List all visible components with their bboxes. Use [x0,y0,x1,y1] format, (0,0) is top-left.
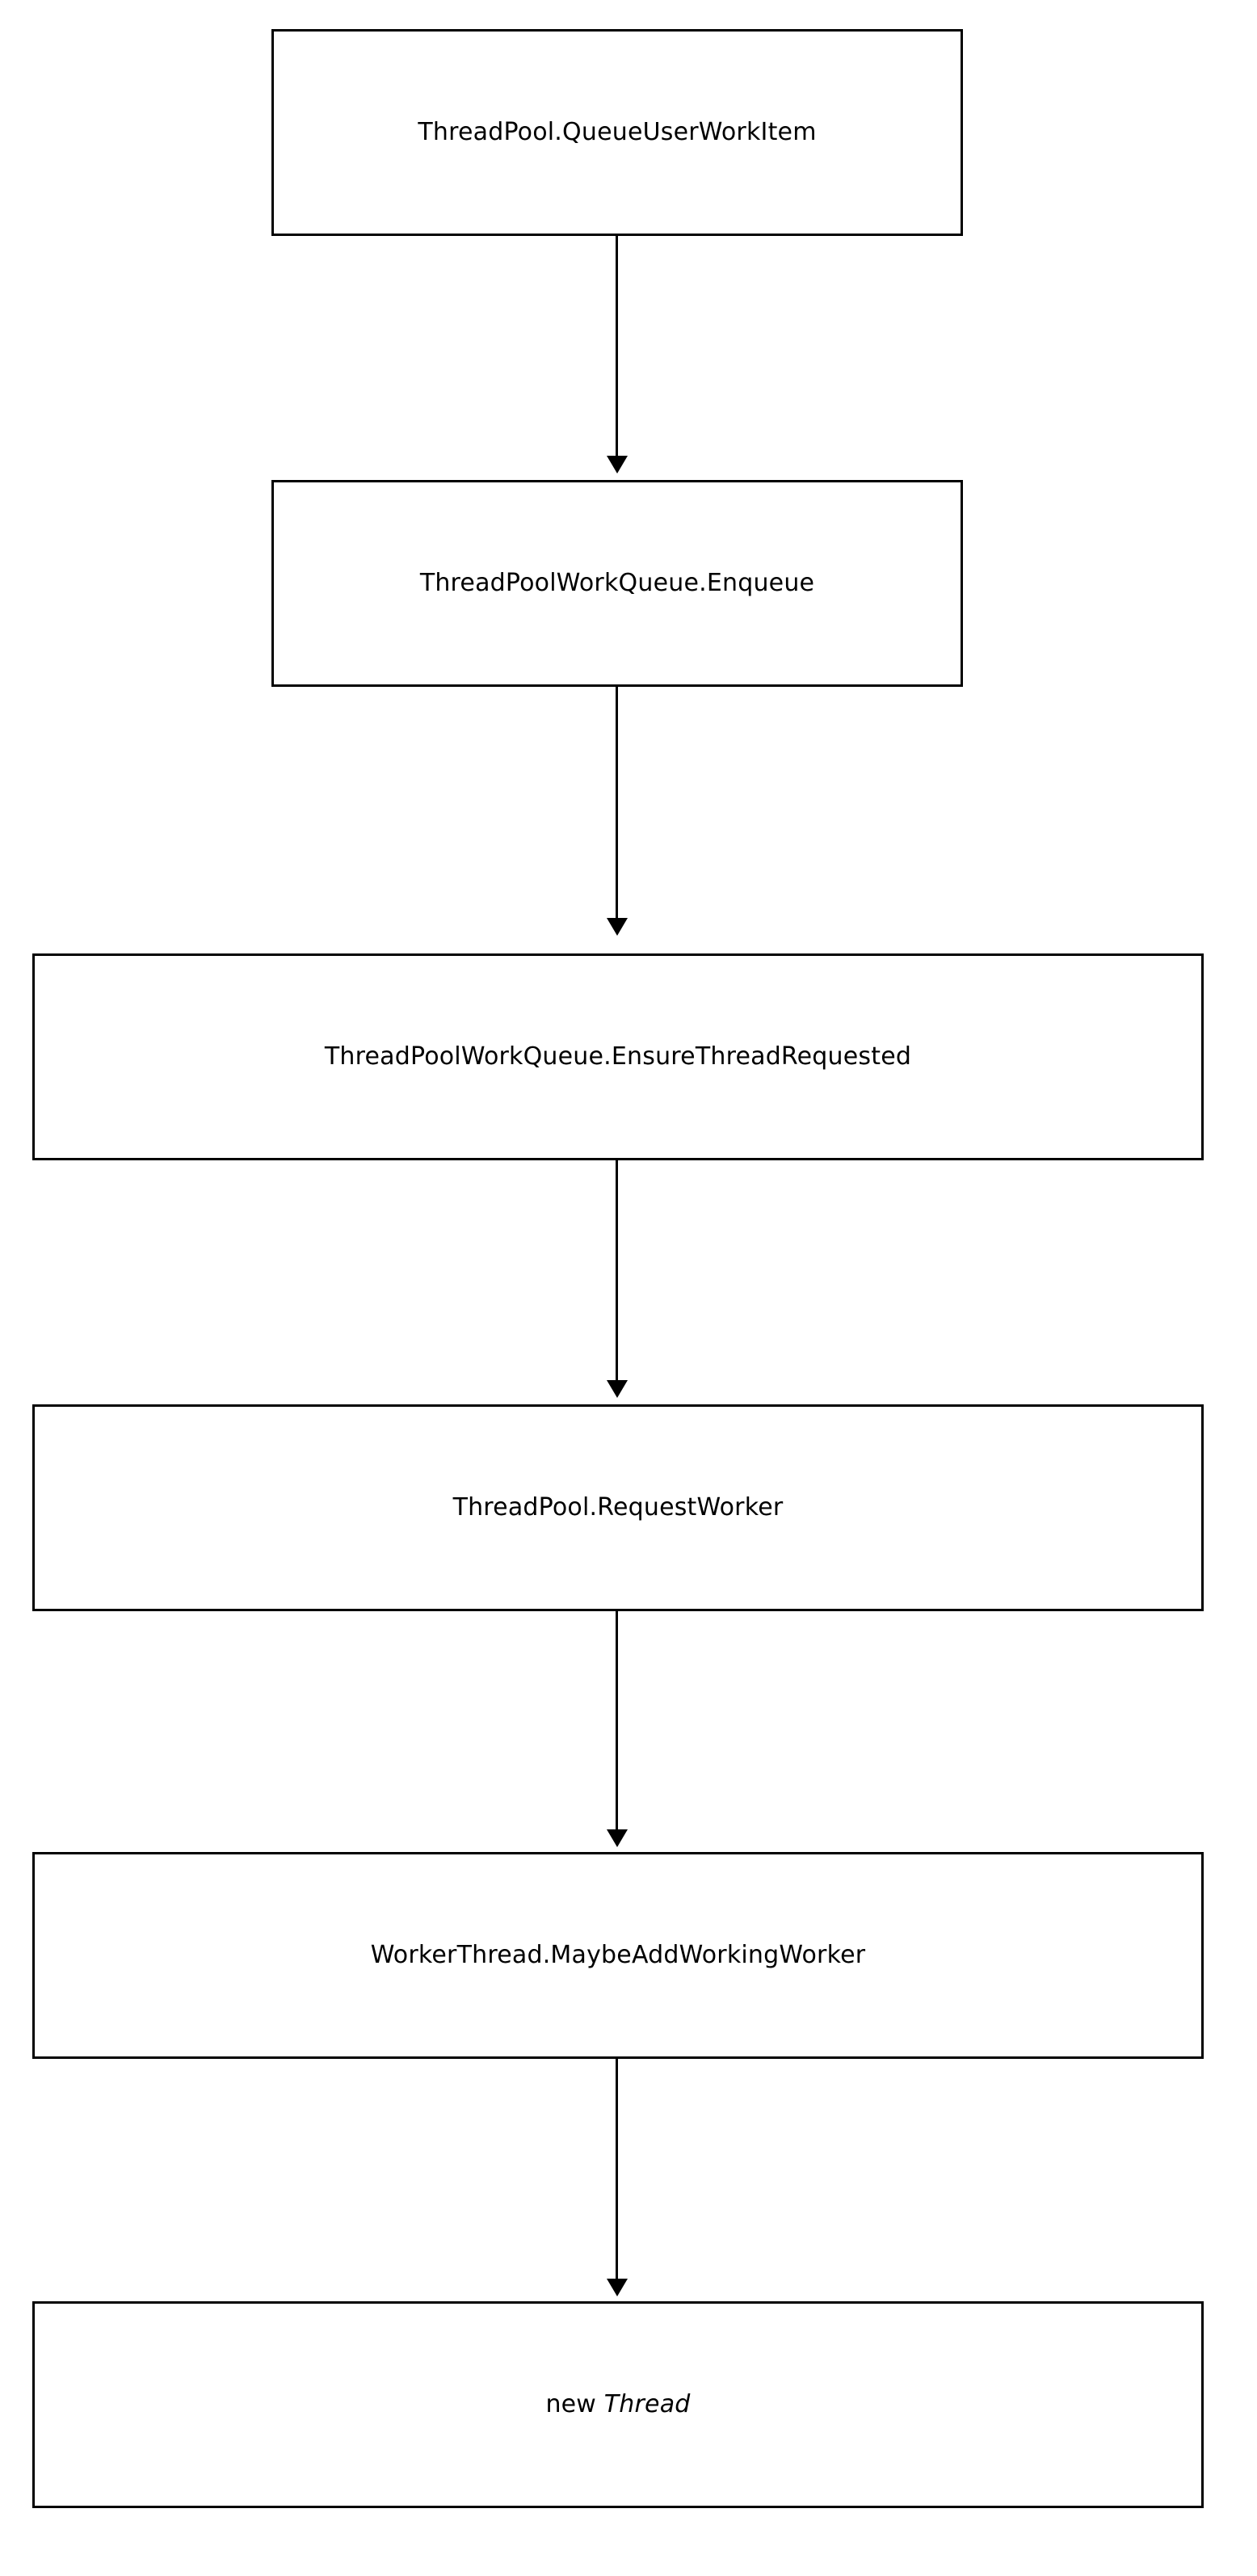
edge-5-arrowhead [607,2279,628,2296]
edge-1-line [616,236,618,457]
node-label: ThreadPool.RequestWorker [452,1493,784,1522]
node-queue-user-work-item[interactable] [271,29,963,236]
edge-4-line [616,1611,618,1831]
edge-3-arrowhead [607,1380,628,1398]
edge-3-line [616,1160,618,1382]
node-label: ThreadPoolWorkQueue.Enqueue [419,569,815,597]
edge-2-line [616,687,618,920]
node-label: ThreadPool.QueueUserWorkItem [418,118,817,146]
node-label-prefix: new [545,2390,604,2418]
node-work-queue-enqueue[interactable] [271,480,963,687]
node-new-thread[interactable] [32,2301,1204,2508]
edge-1-arrowhead [607,456,628,474]
edge-5-line [616,2059,618,2280]
edge-4-arrowhead [607,1829,628,1847]
edge-2-arrowhead [607,918,628,936]
node-label-emphasis: Thread [603,2390,691,2418]
node-maybe-add-working-worker[interactable] [32,1852,1204,2059]
node-label [545,2390,690,2419]
node-label: WorkerThread.MaybeAddWorkingWorker [370,1941,866,1969]
node-ensure-thread-requested[interactable] [32,953,1204,1160]
node-label: ThreadPoolWorkQueue.EnsureThreadRequested [324,1042,912,1071]
node-request-worker[interactable] [32,1404,1204,1611]
